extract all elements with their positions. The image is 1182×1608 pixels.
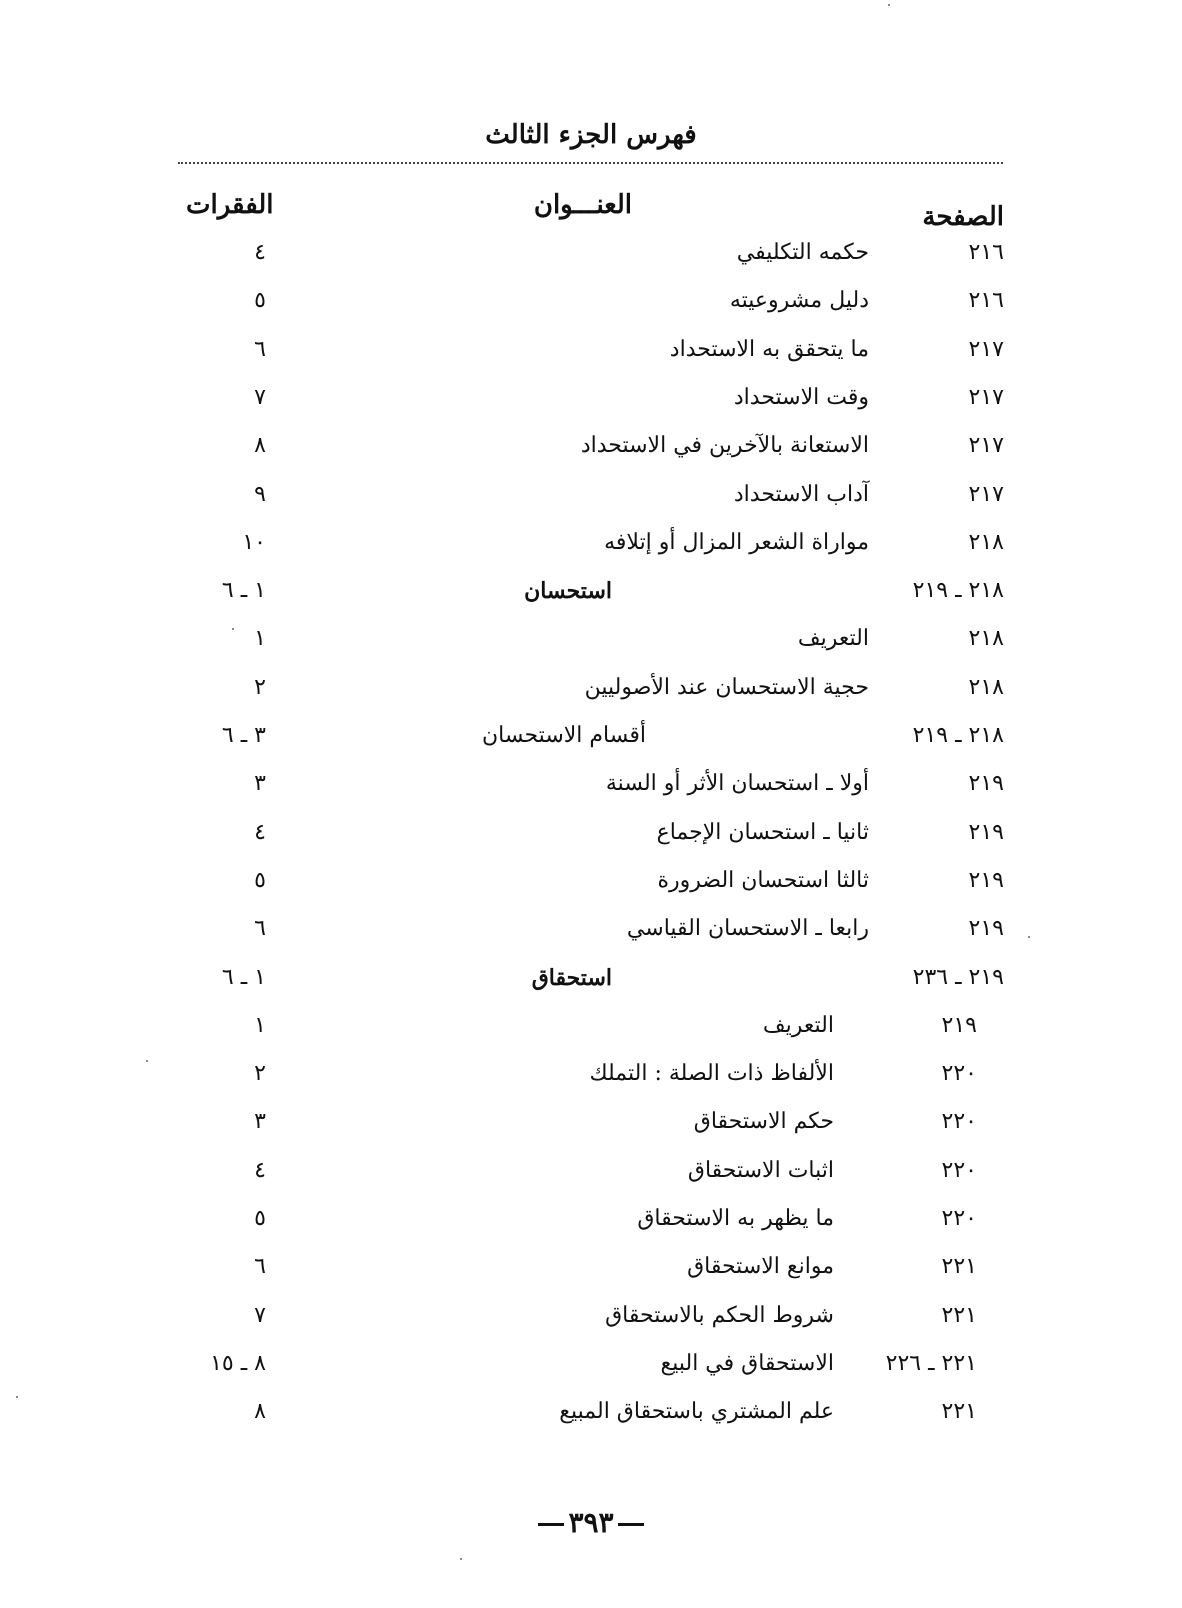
index-row	[0, 1254, 1182, 1294]
index-row	[0, 1013, 1182, 1053]
row-page-number: ٢٢٠	[941, 1158, 977, 1183]
footer-dash-right	[618, 1523, 644, 1526]
page-title: فهرس الجزء الثالث	[485, 120, 697, 150]
row-page-number: ٢٢١	[941, 1303, 977, 1328]
row-paragraph-range: ٩	[254, 482, 266, 507]
row-title: ثانيا ـ استحسان الإجماع	[656, 820, 869, 845]
index-row	[0, 240, 1182, 280]
index-row	[0, 530, 1182, 570]
row-paragraph-range: ٦	[254, 1254, 266, 1279]
index-row	[0, 868, 1182, 908]
row-title: استحقاق	[531, 965, 612, 991]
row-title: أقسام الاستحسان	[482, 723, 646, 748]
index-row	[0, 337, 1182, 377]
row-paragraph-range: ٢	[254, 1061, 266, 1086]
row-title: الاستحقاق في البيع	[660, 1351, 834, 1376]
row-paragraph-range: ٨	[254, 433, 266, 458]
row-paragraph-range: ١	[254, 626, 266, 651]
row-paragraph-range: ٤	[254, 820, 266, 845]
index-row	[0, 723, 1182, 763]
row-page-number: ٢٢١ ـ ٢٢٦	[885, 1351, 977, 1376]
row-page-number: ٢١٦	[968, 288, 1004, 313]
footer-page-number: ٣٩٣	[568, 1506, 614, 1539]
row-title: ثالثا استحسان الضرورة	[657, 868, 869, 893]
row-page-number: ٢١٧	[968, 433, 1004, 458]
row-paragraph-range: ٢	[254, 675, 266, 700]
row-title: التعريف	[797, 626, 869, 651]
row-title: ما يظهر به الاستحقاق	[637, 1206, 834, 1231]
row-page-number: ٢٢١	[941, 1254, 977, 1279]
row-paragraph-range: ٧	[254, 1303, 266, 1328]
row-paragraph-range: ٥	[254, 868, 266, 893]
row-page-number: ٢٢٠	[941, 1109, 977, 1134]
row-page-number: ٢٢٠	[941, 1061, 977, 1086]
row-page-number: ٢١٨ ـ ٢١٩	[912, 723, 1004, 748]
index-row	[0, 1109, 1182, 1149]
row-title: رابعا ـ الاستحسان القياسي	[626, 916, 869, 941]
row-title: وقت الاستحداد	[733, 385, 869, 410]
index-row	[0, 675, 1182, 715]
scan-speck	[232, 628, 234, 630]
row-paragraph-range: ٨	[254, 1399, 266, 1424]
title-divider	[178, 162, 1003, 164]
row-page-number: ٢٢١	[941, 1399, 977, 1424]
row-paragraph-range: ١ ـ ٦	[221, 578, 266, 603]
column-header-paragraphs: الفقرات	[186, 190, 274, 220]
scan-speck	[1028, 936, 1030, 938]
row-title: موانع الاستحقاق	[687, 1254, 834, 1279]
row-page-number: ٢١٧	[968, 482, 1004, 507]
row-paragraph-range: ٤	[254, 1158, 266, 1183]
row-paragraph-range: ١٠	[242, 530, 266, 555]
index-row	[0, 433, 1182, 473]
index-row	[0, 1158, 1182, 1198]
index-row	[0, 578, 1182, 618]
row-paragraph-range: ١	[254, 1013, 266, 1038]
row-page-number: ٢١٧	[968, 385, 1004, 410]
row-title: اثبات الاستحقاق	[687, 1158, 834, 1183]
index-row	[0, 626, 1182, 666]
scan-speck	[888, 4, 890, 6]
scan-speck	[460, 1558, 462, 1560]
row-title: حكمه التكليفي	[736, 240, 869, 265]
index-row	[0, 1399, 1182, 1439]
index-row	[0, 965, 1182, 1005]
row-paragraph-range: ٦	[254, 916, 266, 941]
row-page-number: ٢١٩	[968, 771, 1004, 796]
row-title: مواراة الشعر المزال أو إتلافه	[604, 530, 869, 555]
index-row	[0, 916, 1182, 956]
row-title: الاستعانة بالآخرين في الاستحداد	[580, 433, 869, 458]
row-paragraph-range: ٥	[254, 288, 266, 313]
row-paragraph-range: ١ ـ ٦	[221, 965, 266, 990]
row-title: دليل مشروعيته	[729, 288, 869, 313]
row-title: علم المشتري باستحقاق المبيع	[559, 1399, 834, 1424]
row-page-number: ٢١٩ ـ ٢٣٦	[912, 965, 1004, 990]
page-footer	[0, 1506, 1182, 1539]
row-page-number: ٢١٩	[941, 1013, 977, 1038]
row-paragraph-range: ٥	[254, 1206, 266, 1231]
column-header-title: العنـــوان	[533, 190, 632, 220]
footer-dash-left	[538, 1523, 564, 1526]
row-title: أولا ـ استحسان الأثر أو السنة	[605, 771, 869, 796]
row-page-number: ٢١٨	[968, 626, 1004, 651]
index-row	[0, 1061, 1182, 1101]
row-page-number: ٢١٨	[968, 530, 1004, 555]
row-title: حكم الاستحقاق	[693, 1109, 834, 1134]
row-page-number: ٢١٨	[968, 675, 1004, 700]
row-title: الألفاظ ذات الصلة : التملك	[589, 1061, 834, 1086]
index-row	[0, 288, 1182, 328]
index-row	[0, 771, 1182, 811]
row-title: ما يتحقق به الاستحداد	[669, 337, 869, 362]
row-page-number: ٢٢٠	[941, 1206, 977, 1231]
row-page-number: ٢١٧	[968, 337, 1004, 362]
row-paragraph-range: ٣ ـ ٦	[221, 723, 266, 748]
index-row	[0, 1351, 1182, 1391]
row-page-number: ٢١٩	[968, 820, 1004, 845]
scan-speck	[146, 1060, 148, 1062]
row-title: آداب الاستحداد	[733, 482, 869, 507]
index-row	[0, 1303, 1182, 1343]
index-row	[0, 385, 1182, 425]
row-paragraph-range: ٦	[254, 337, 266, 362]
row-paragraph-range: ٧	[254, 385, 266, 410]
row-page-number: ٢١٩	[968, 868, 1004, 893]
row-title: التعريف	[762, 1013, 834, 1038]
index-row	[0, 482, 1182, 522]
row-page-number: ٢١٩	[968, 916, 1004, 941]
row-paragraph-range: ٣	[254, 1109, 266, 1134]
scan-speck	[16, 1396, 18, 1398]
index-row	[0, 1206, 1182, 1246]
row-title: استحسان	[524, 578, 612, 604]
column-header-page: الصفحة	[922, 202, 1004, 232]
row-paragraph-range: ٨ ـ ١٥	[210, 1351, 266, 1376]
row-title: شروط الحكم بالاستحقاق	[605, 1303, 834, 1328]
row-page-number: ٢١٨ ـ ٢١٩	[912, 578, 1004, 603]
row-page-number: ٢١٦	[968, 240, 1004, 265]
row-title: حجية الاستحسان عند الأصوليين	[584, 675, 869, 700]
row-paragraph-range: ٣	[254, 771, 266, 796]
index-row	[0, 820, 1182, 860]
row-paragraph-range: ٤	[254, 240, 266, 265]
